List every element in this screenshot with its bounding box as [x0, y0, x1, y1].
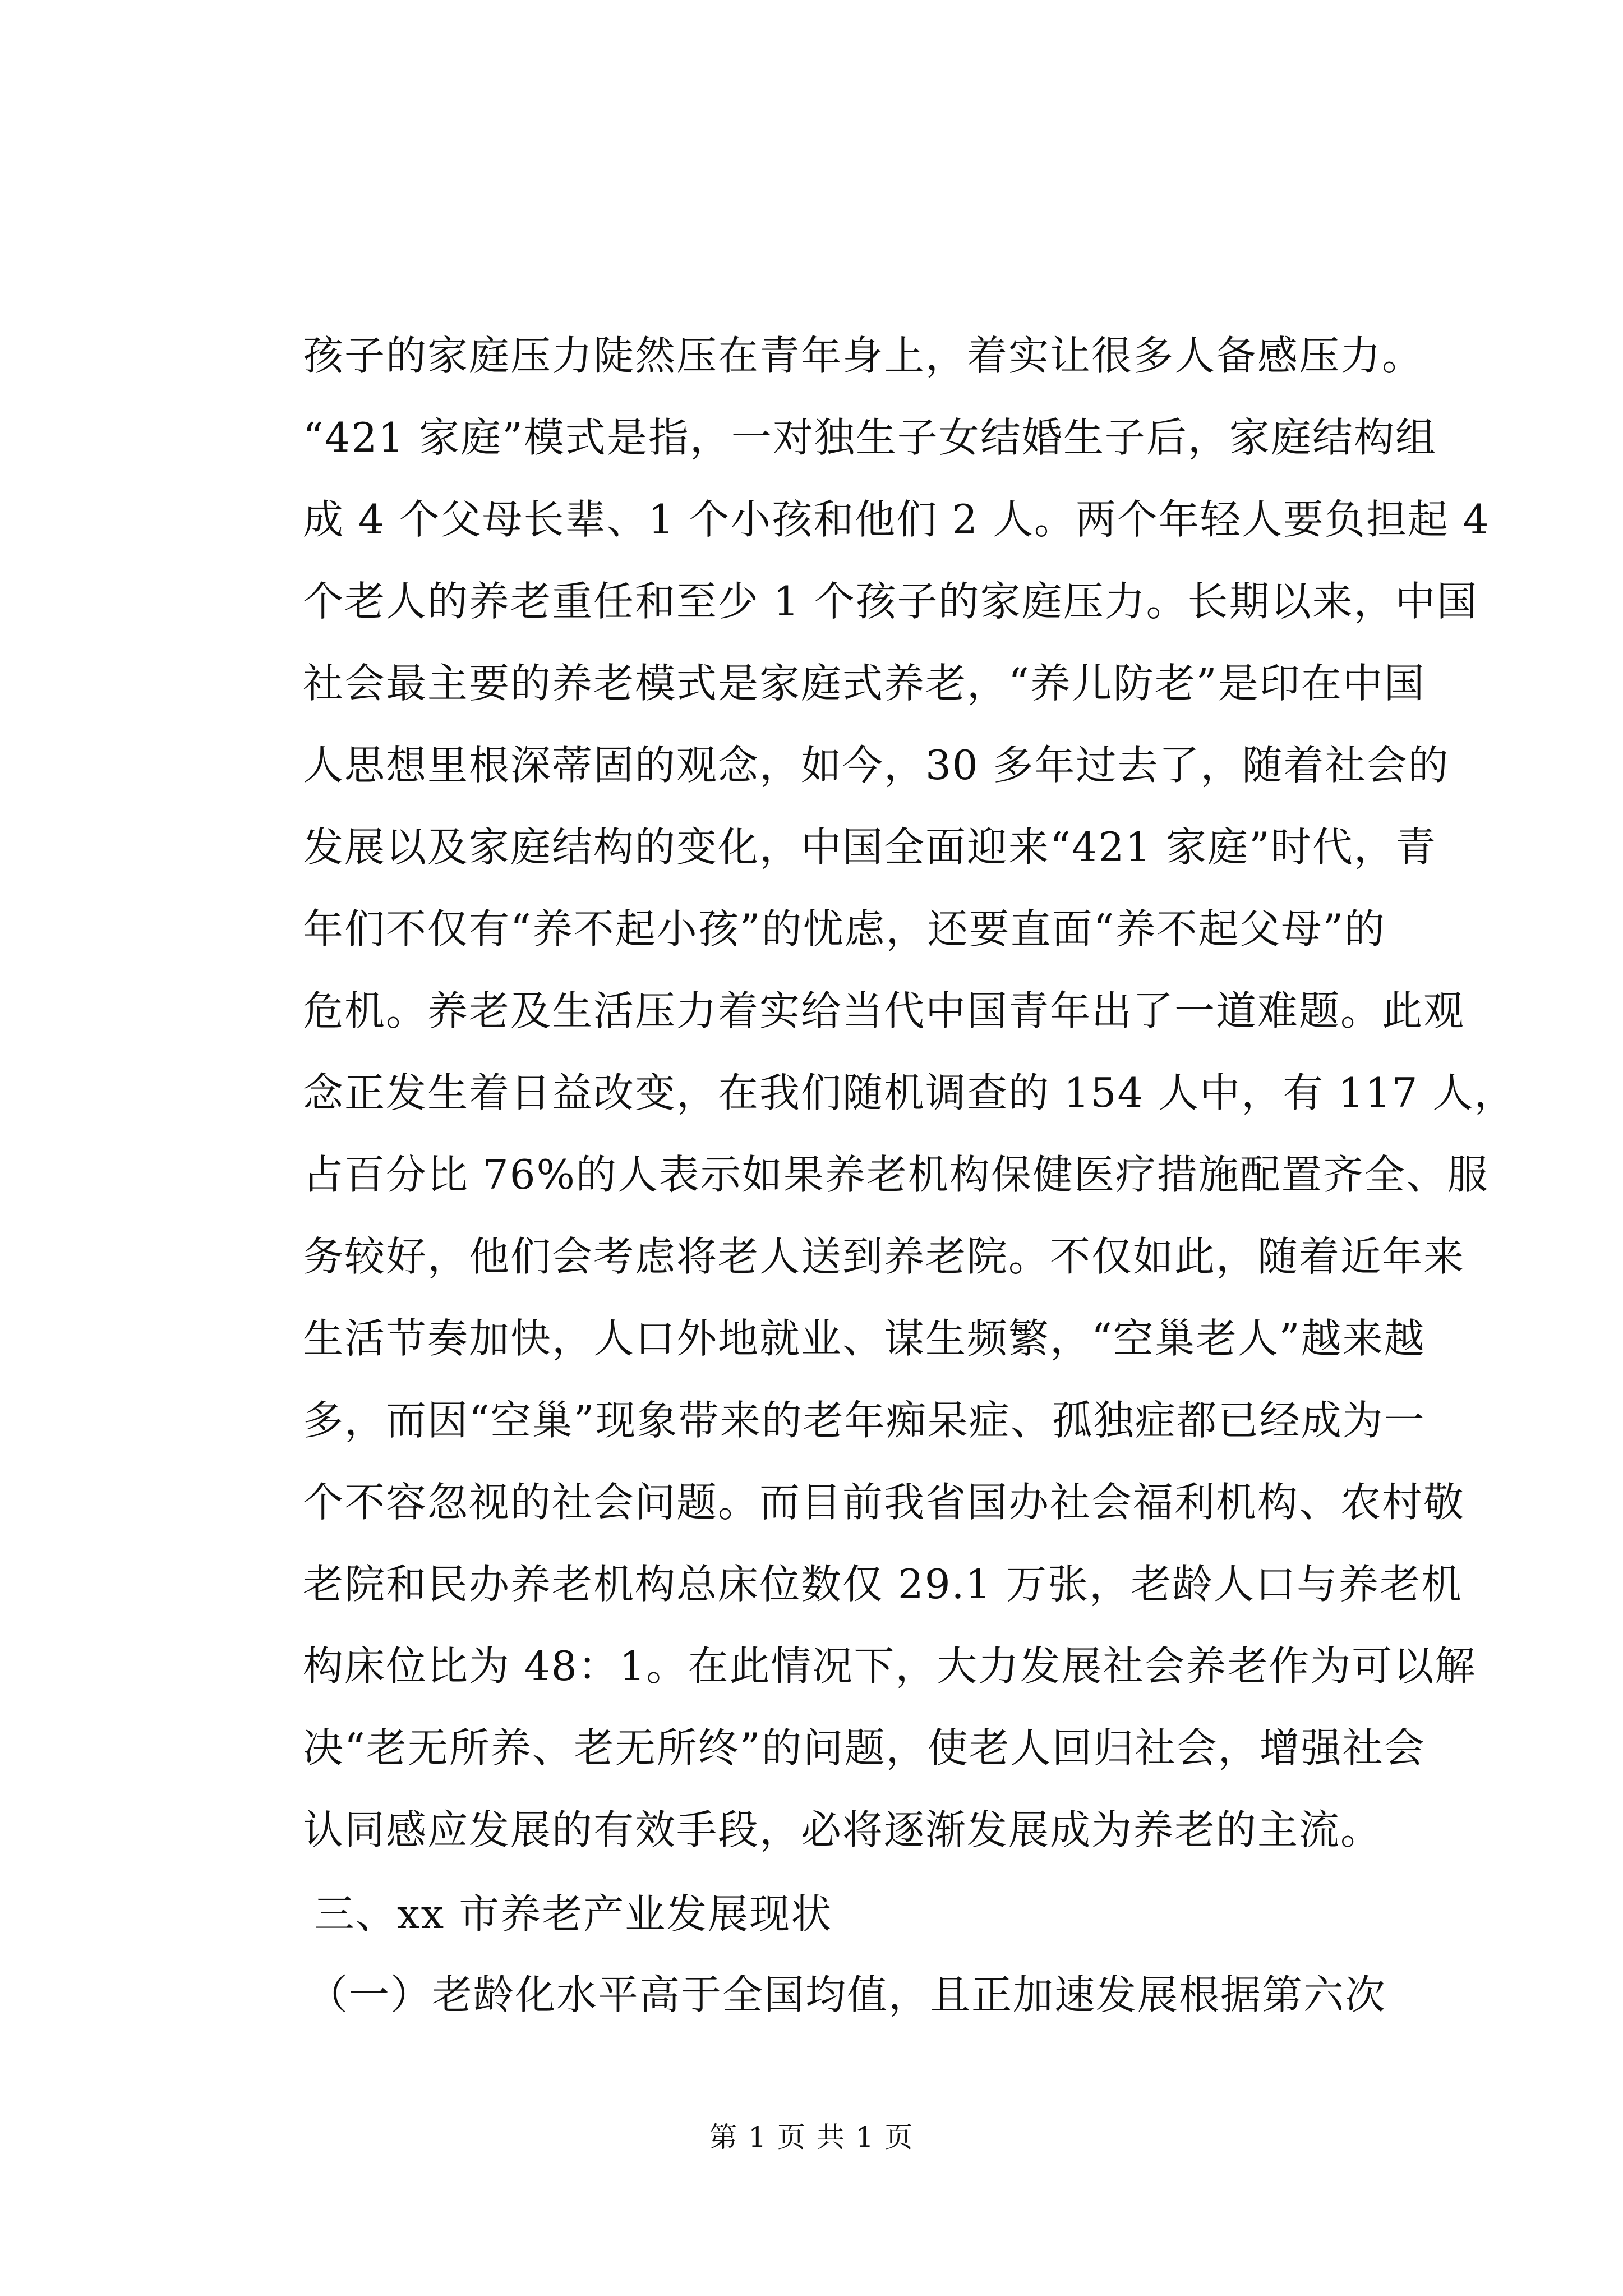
body-line: “421 家庭”模式是指，一对独生子女结婚生子后，家庭结构组: [303, 414, 1437, 461]
body-line: 个不容忽视的社会问题。而目前我省国办社会福利机构、农村敬: [303, 1479, 1465, 1526]
body-line: 人思想里根深蒂固的观念，如今，30 多年过去了，随着社会的: [303, 742, 1450, 789]
body-line: 念正发生着日益改变，在我们随机调查的 154 人中，有 117 人，: [303, 1069, 1516, 1116]
body-line: 孩子的家庭压力陡然压在青年身上，着实让很多人备感压力。: [303, 332, 1424, 379]
body-line: 生活节奏加快，人口外地就业、谋生频繁，“空巢老人”越来越: [303, 1315, 1426, 1362]
section-heading: 三、xx 市养老产业发展现状: [314, 1890, 833, 1938]
subsection-line: （一）老龄化水平高于全国均值，且正加速发展根据第六次: [307, 1971, 1387, 2018]
body-line: 构床位比为 48：1。在此情况下，大力发展社会养老作为可以解: [303, 1642, 1477, 1690]
body-line: 社会最主要的养老模式是家庭式养老，“养儿防老”是印在中国: [303, 660, 1426, 707]
body-line: 个老人的养老重任和至少 1 个孩子的家庭压力。长期以来，中国: [303, 578, 1478, 625]
body-line: 成 4 个父母长辈、1 个小孩和他们 2 人。两个年轻人要负担起 4: [303, 496, 1490, 543]
body-line: 占百分比 76%的人表示如果养老机构保健医疗措施配置齐全、服: [303, 1151, 1489, 1198]
body-line: 决“老无所养、老无所终”的问题，使老人回归社会，增强社会: [303, 1724, 1426, 1772]
body-line: 务较好，他们会考虑将老人送到养老院。不仅如此，随着近年来: [303, 1233, 1465, 1280]
body-line: 发展以及家庭结构的变化，中国全面迎来“421 家庭”时代，青: [303, 823, 1437, 871]
body-line: 危机。养老及生活压力着实给当代中国青年出了一道难题。此观: [303, 987, 1465, 1034]
body-line: 老院和民办养老机构总床位数仅 29.1 万张，老龄人口与养老机: [303, 1561, 1463, 1608]
page-footer: 第 1 页 共 1 页: [709, 2121, 914, 2154]
body-line: 多，而因“空巢”现象带来的老年痴呆症、孤独症都已经成为一: [303, 1397, 1426, 1444]
body-line: 年们不仅有“养不起小孩”的忧虑，还要直面“养不起父母”的: [303, 905, 1386, 953]
body-line: 认同感应发展的有效手段，必将逐渐发展成为养老的主流。: [303, 1806, 1382, 1853]
